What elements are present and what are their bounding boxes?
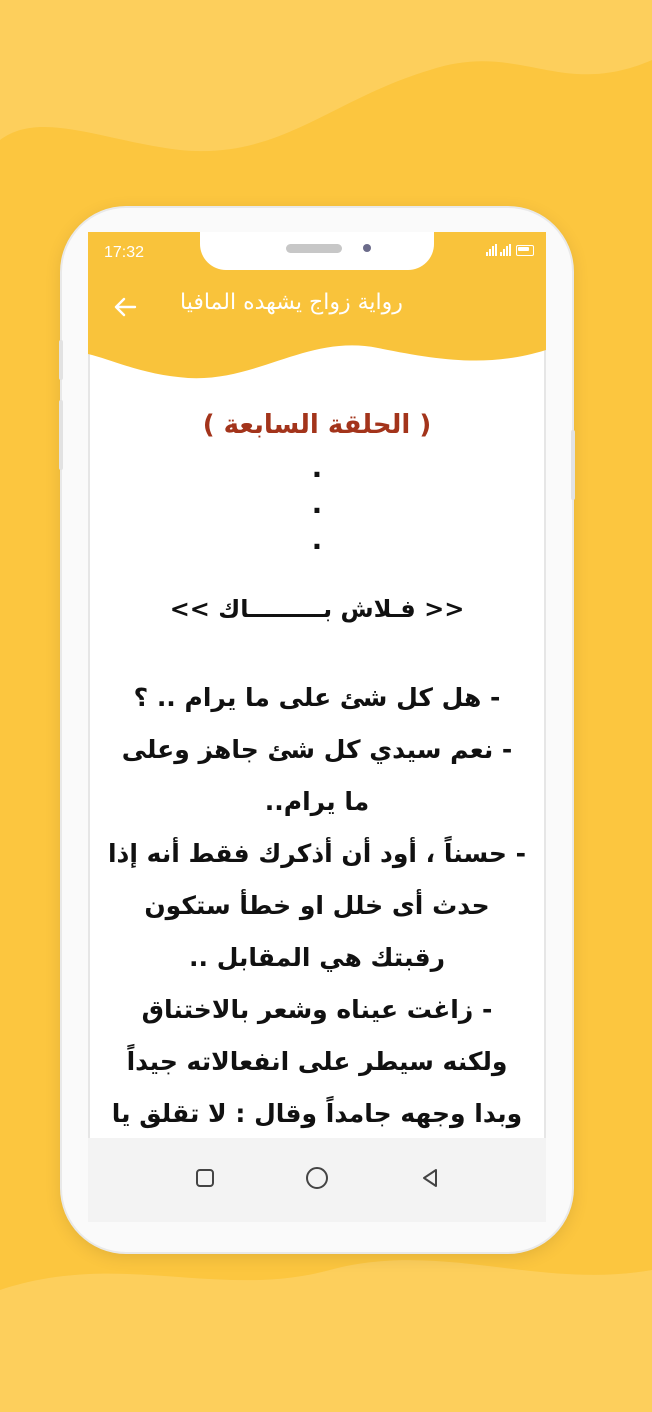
dot: . — [311, 523, 323, 556]
app-bar — [88, 232, 546, 392]
paragraph: - حسناً ، أود أن أذكرك فقط أنه إذا حدث أى خلل او خطأ ستكون رقبتك هي المقابل .. — [107, 839, 527, 972]
circle-icon — [305, 1166, 329, 1190]
triangle-icon — [420, 1168, 440, 1188]
paragraph: - هل كل شئ على ما يرام .. ؟ — [133, 683, 501, 712]
paragraph: - نعم سيدي كل شئ جاهز وعلى ما يرام.. — [121, 735, 513, 816]
front-camera — [363, 244, 371, 252]
volume-button — [59, 340, 63, 380]
volume-button — [59, 400, 63, 470]
flashback-heading: << فـلاش بـــــــــاك >> — [169, 595, 465, 623]
status-icons — [486, 244, 534, 256]
dot: . — [311, 451, 323, 484]
episode-title: ( الحلقة السابعة ) — [202, 410, 432, 440]
dot: . — [311, 487, 323, 520]
nav-back-button[interactable] — [410, 1158, 450, 1198]
recents-button[interactable] — [185, 1158, 225, 1198]
story-content[interactable] — [88, 392, 546, 1138]
battery-icon — [516, 245, 534, 256]
paragraph: - زاغت عيناه وشعر بالاختناق ولكنه سيطر على انفعالاته جيداً وبدا وجهه جامداً وقال : لا تقلق يا — [111, 995, 523, 1128]
back-button[interactable] — [110, 292, 140, 322]
speaker — [286, 244, 342, 253]
home-button[interactable] — [297, 1158, 337, 1198]
square-icon — [195, 1168, 215, 1188]
story-text — [106, 672, 528, 1192]
status-time: 17:32 — [104, 244, 145, 261]
arrow-left-icon — [114, 297, 136, 317]
signal-icon — [486, 244, 497, 256]
system-nav-bar — [88, 1138, 546, 1222]
phone-screen — [88, 232, 546, 1222]
power-button — [571, 430, 575, 500]
separator-dots — [88, 450, 546, 558]
signal-icon — [500, 244, 511, 256]
app-title: رواية زواج يشهده المافيا — [180, 290, 403, 315]
